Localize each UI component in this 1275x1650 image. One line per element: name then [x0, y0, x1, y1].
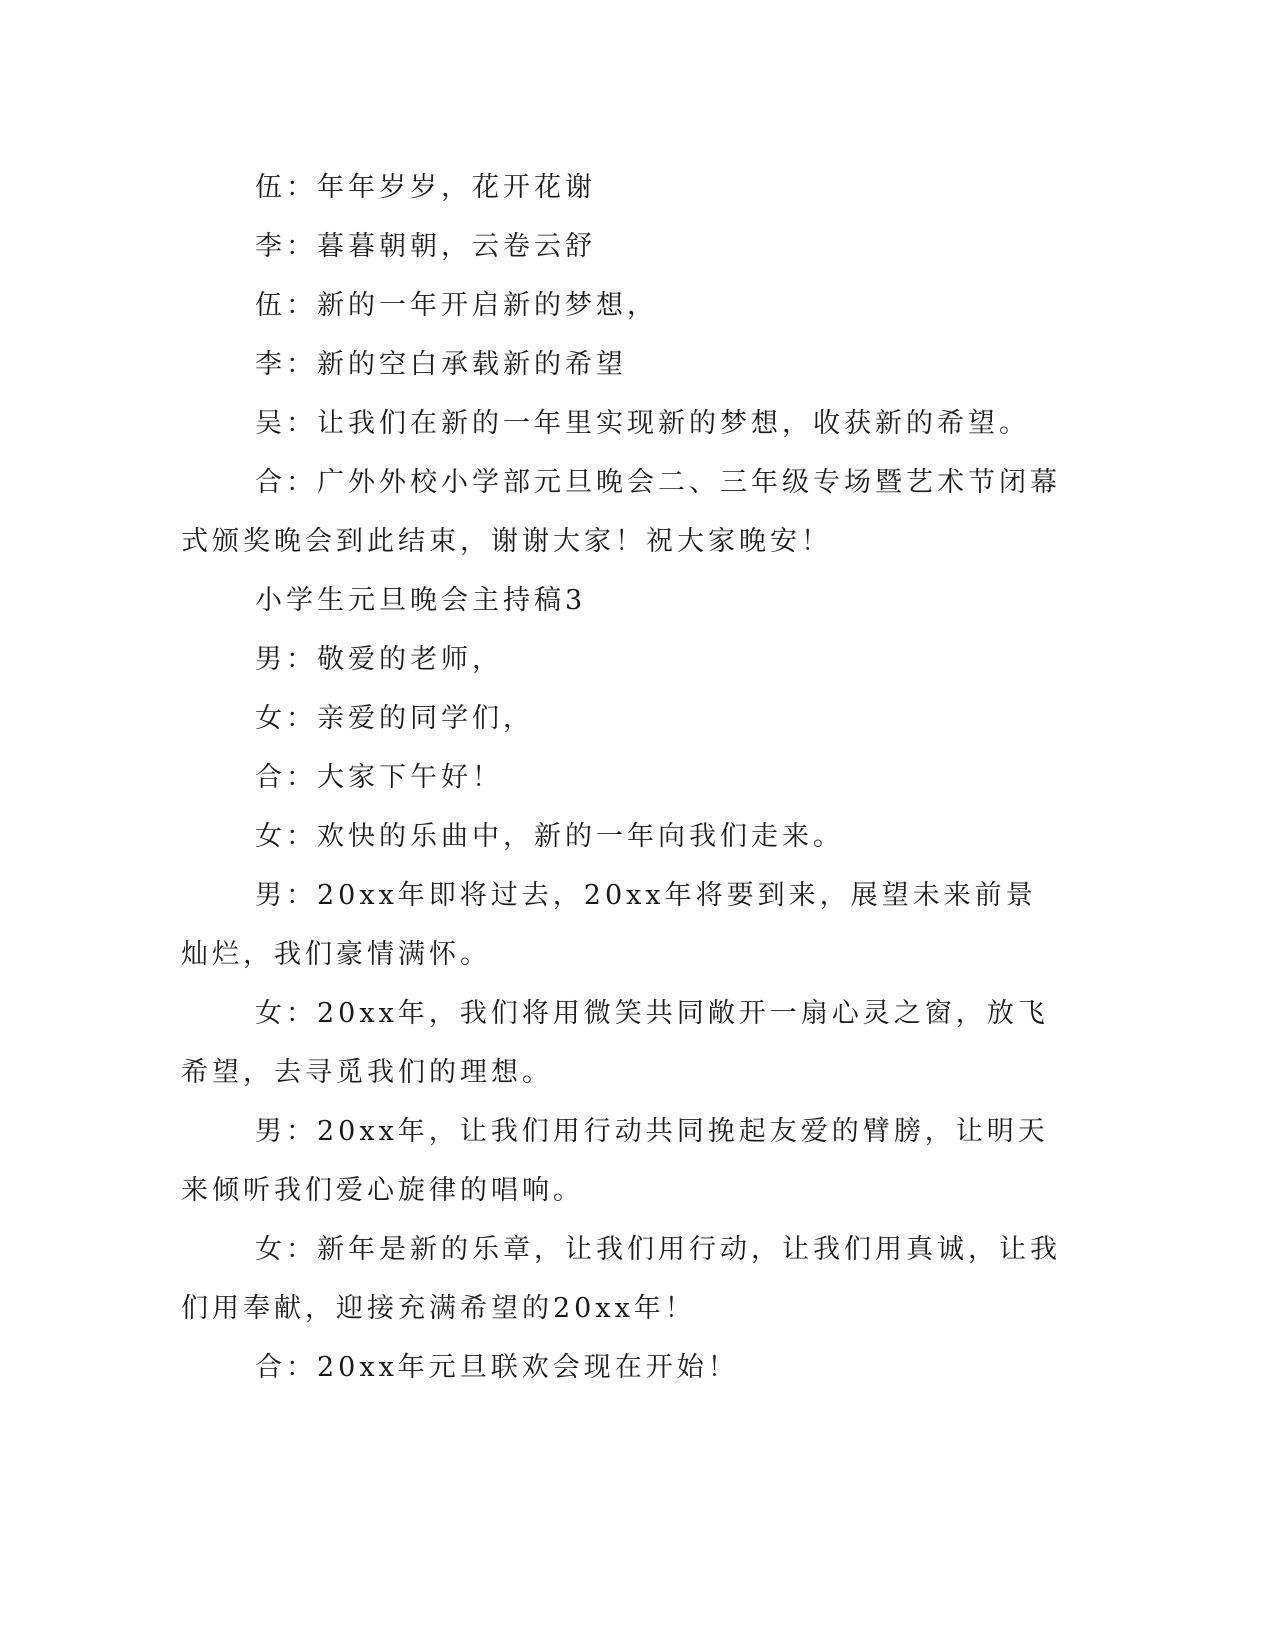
paragraph: 李：新的空白承载新的希望: [255, 349, 627, 380]
paragraph: 男：20xx年即将过去，20xx年将要到来，展望未来前景灿烂，我们豪情满怀。: [181, 880, 1037, 970]
paragraph: 吴：让我们在新的一年里实现新的梦想，收获新的希望。: [255, 408, 1030, 439]
paragraph: 男：20xx年，让我们用行动共同挽起友爱的臂膀，让明天来倾听我们爱心旋律的唱响。: [181, 1116, 1049, 1206]
paragraph: 伍：年年岁岁，花开花谢: [255, 172, 596, 203]
paragraph: 伍：新的一年开启新的梦想，: [255, 290, 658, 321]
paragraph: 女：新年是新的乐章，让我们用行动，让我们用真诚，让我们用奉献，迎接充满希望的20xx年！: [181, 1234, 1061, 1324]
paragraph: 女：20xx年，我们将用微笑共同敞开一扇心灵之窗，放飞希望，去寻觅我们的理想。: [181, 998, 1049, 1088]
section-title: 小学生元旦晚会主持稿3: [255, 585, 587, 616]
paragraph: 合：广外外校小学部元旦晚会二、三年级专场暨艺术节闭幕式颁奖晚会到此结束，谢谢大家！祝大家晚安！: [181, 467, 1061, 557]
paragraph: 男：敬爱的老师，: [255, 644, 503, 675]
paragraph: 女：欢快的乐曲中，新的一年向我们走来。: [255, 821, 844, 852]
paragraph: 女：亲爱的同学们，: [255, 703, 534, 734]
paragraph: 李：暮暮朝朝，云卷云舒: [255, 231, 596, 262]
document-body: [181, 158, 1061, 1397]
paragraph: 合：20xx年元旦联欢会现在开始！: [255, 1352, 739, 1383]
paragraph: 合：大家下午好！: [255, 762, 503, 793]
